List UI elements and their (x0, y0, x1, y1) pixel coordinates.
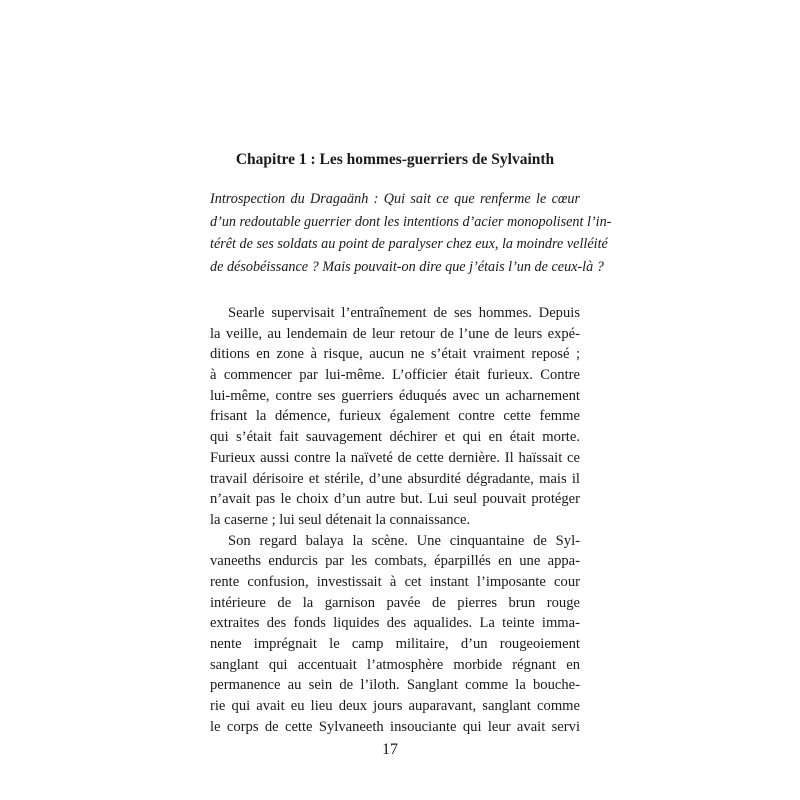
body-line: Searle supervisait l’entraînement de ses hommes. Depuis (228, 305, 580, 321)
epigraph-line: de désobéissance ? Mais pouvait-on dire que j’étais l’un de ceux-là ? (210, 258, 604, 275)
body-line: la caserne ; lui seul détenait la connaissance. (210, 511, 471, 528)
body-line: qui s’était fait sauvagement déchirer et qui en était morte. (210, 429, 580, 446)
body-line: lui-même, contre ses guerriers éduqués avec un acharnement (210, 387, 580, 404)
body-line: rie qui avait eu lieu deux jours auparavant, sanglant comme (210, 698, 580, 715)
chapter-title: Chapitre 1 : Les hommes-guerriers de Sylvainth (235, 151, 555, 168)
epigraph-line: d’un redoutable guerrier dont les intentions d’acier monopolisent l’in- (210, 213, 612, 230)
epigraph-line: térêt de ses soldats au point de paralyser chez eux, la moindre velléité (210, 236, 608, 252)
body-line: à commencer par lui-même. L’officier était furieux. Contre (210, 367, 580, 384)
body-line: le corps de cette Sylvaneeth insouciante qui leur avait servi (210, 718, 580, 735)
body-line: Son regard balaya la scène. Une cinquantaine de Syl- (228, 532, 580, 549)
body-line: ditions en zone à risque, aucun ne s’était vraiment reposé ; (210, 346, 580, 363)
body-line: travail dérisoire et stérile, d’une absurdité dégradante, mais il (210, 470, 580, 487)
body-line: rente confusion, investissait à cet instant l’imposante cour (210, 573, 580, 590)
body-line: nente imprégnait le camp militaire, d’un rougeoiement (210, 636, 580, 652)
body-text (210, 303, 580, 737)
page-number: 17 (382, 741, 398, 758)
body-line: la veille, au lendemain de leur retour de l’une de leurs expé- (210, 325, 580, 342)
epigraph (210, 188, 612, 278)
body-line: extraites des fonds liquides des aqualides. La teinte imma- (210, 615, 580, 632)
body-line: n’avait pas le choix d’un autre but. Lui seul pouvait protéger (210, 491, 580, 508)
body-line: sanglant qui accentuait l’atmosphère morbide régnant en (210, 656, 580, 673)
body-line: frisant la démence, furieux également contre cette femme (210, 408, 580, 425)
body-line: Furieux aussi contre la naïveté de cette dernière. Il haïssait ce (210, 449, 580, 466)
body-line: permanence au sein de l’iloth. Sanglant comme la bouche- (210, 677, 580, 694)
body-line: intérieure de la garnison pavée de pierres brun rouge (210, 594, 580, 611)
epigraph-line: Introspection du Dragaänh : Qui sait ce que renferme le cœur (210, 191, 580, 207)
body-line: vaneeths endurcis par les combats, éparpillés en une appa- (210, 553, 580, 570)
